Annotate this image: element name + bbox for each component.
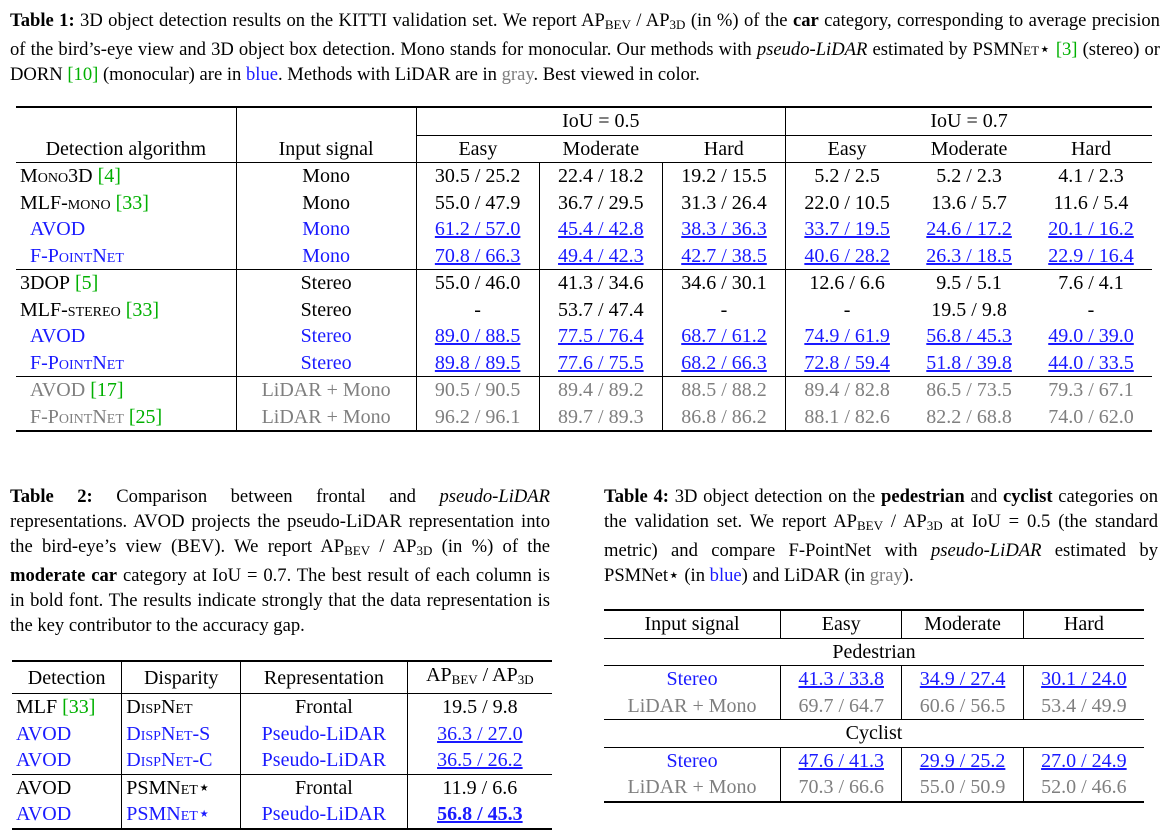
input-signal-cell: Mono xyxy=(236,243,416,270)
citation-link[interactable]: [33] xyxy=(115,191,149,214)
table1-header-cell: Easy xyxy=(786,135,909,163)
representation-cell: Frontal xyxy=(241,774,408,801)
method-name: AVOD xyxy=(30,218,86,241)
result-cell: 86.8 / 86.2 xyxy=(662,404,785,432)
section-title: Pedestrian xyxy=(604,638,1144,666)
input-signal-cell: Stereo xyxy=(604,747,781,774)
citation-link[interactable]: [4] xyxy=(97,165,121,188)
method-name: F-PointNet xyxy=(30,244,124,267)
detection-cell xyxy=(12,694,122,721)
result-cell: 49.4 / 42.3 xyxy=(539,243,662,270)
result-cell: 11.6 / 5.4 xyxy=(1053,191,1129,214)
result-cell: 86.5 / 73.5 xyxy=(908,377,1030,404)
result-cell: 34.6 / 30.1 xyxy=(662,270,785,297)
result-cell: - xyxy=(662,297,785,324)
result-cell: 41.3 / 34.6 xyxy=(539,270,662,297)
table4-header-cell: Input signal xyxy=(604,610,781,638)
table2-caption: Table 2: Comparison between frontal and pseudo-LiDAR representations. AVOD projects the pseudo-LiDAR representation into the bird-eye’s view (BEV). We report $AP_{BEV} / AP_{3D}$ (in %) of the moderate car category at IoU = 0.7. The best result of each column is in bold font. The results indicate strongly that the data representation is the key contributor to the accuracy gap. xyxy=(10,486,551,636)
table1-iou-header-row xyxy=(16,107,1152,135)
input-signal-cell: LiDAR + Mono xyxy=(604,693,781,720)
citation-link[interactable]: [5] xyxy=(75,272,99,295)
result-cell: 55.0 / 46.0 xyxy=(416,270,539,297)
table4 xyxy=(604,609,1144,803)
citation-link[interactable]: [33] xyxy=(62,696,96,719)
result-cell: - xyxy=(416,297,539,324)
table1-header-cell: Easy xyxy=(416,135,539,163)
method-name-cell xyxy=(16,377,236,404)
citation-link[interactable]: [33] xyxy=(125,298,160,321)
result-cell: 89.0 / 88.5 xyxy=(416,323,539,350)
result-cell: 53.7 / 47.4 xyxy=(539,297,662,324)
table1-row xyxy=(16,270,1152,297)
table1-row xyxy=(16,297,1152,324)
result-cell: 45.4 / 42.8 xyxy=(539,216,662,243)
method-name: F-PointNet xyxy=(30,405,124,428)
table4-header-row xyxy=(604,610,1144,638)
result-cell: 5.2 / 2.5 xyxy=(814,165,880,188)
detection-name: AVOD xyxy=(16,749,72,772)
method-name: AVOD xyxy=(30,325,86,348)
result-cell: 51.8 / 39.8 xyxy=(926,351,1012,374)
citation-link[interactable]: [17] xyxy=(90,379,124,402)
table1-row xyxy=(16,216,1152,243)
representation-cell: Pseudo-LiDAR xyxy=(241,801,408,829)
result-cell: 7.6 / 4.1 xyxy=(1030,270,1152,297)
metric-cell: 11.9 / 6.6 xyxy=(407,774,552,801)
input-signal-cell: Mono xyxy=(236,190,416,217)
detection-cell xyxy=(12,801,122,829)
method-name-cell xyxy=(16,163,236,190)
result-cell: 55.0 / 47.9 xyxy=(416,190,539,217)
input-signal-cell: Mono xyxy=(236,216,416,243)
result-cell: 24.6 / 17.2 xyxy=(926,218,1012,241)
result-cell: 26.3 / 18.5 xyxy=(926,244,1012,267)
table2 xyxy=(12,660,552,830)
result-cell: 68.2 / 66.3 xyxy=(662,350,785,377)
result-cell: 88.1 / 82.6 xyxy=(786,404,909,432)
method-name-cell xyxy=(16,216,236,243)
result-cell: 88.5 / 88.2 xyxy=(662,377,785,404)
input-signal-cell: LiDAR + Mono xyxy=(604,774,781,802)
table1 xyxy=(16,106,1152,432)
result-cell: 30.5 / 25.2 xyxy=(416,163,539,190)
header-metric: $AP_{BEV} / AP_{3D}$ xyxy=(407,661,552,694)
representation-cell: Pseudo-LiDAR xyxy=(241,747,408,774)
detection-name: AVOD xyxy=(16,722,72,745)
result-cell: 56.8 / 45.3 xyxy=(926,325,1012,348)
disparity-cell: PSMNet⋆ xyxy=(122,774,241,801)
table2-row xyxy=(12,801,552,829)
result-cell: 22.0 / 10.5 xyxy=(804,191,890,214)
header-detection: Detection xyxy=(12,661,122,694)
result-cell: 74.9 / 61.9 xyxy=(804,325,890,348)
result-cell: 72.8 / 59.4 xyxy=(804,351,890,374)
input-signal-cell: Stereo xyxy=(236,297,416,324)
table4-row xyxy=(604,666,1144,693)
result-cell: - xyxy=(843,298,851,321)
header-disparity: Disparity xyxy=(122,661,241,694)
table1-caption: Table 1: 3D object detection results on the KITTI validation set. We report $AP_{BEV} / AP_{3D}$ (in %) of the car category, corresponding to average precision of the bird’s-eye view and 3D object box detection. Mono stands for monocular. Our methods with pseudo-LiDAR estimated by PSMNet⋆ [3] (stereo) or DORN [10] (monocular) are in blue. Methods with LiDAR are in gray. Best viewed in color. xyxy=(10,10,1160,85)
result-cell: 20.1 / 16.2 xyxy=(1048,218,1134,241)
result-cell: 13.6 / 5.7 xyxy=(931,191,1007,214)
method-name: Mono3D xyxy=(20,165,93,188)
representation-cell: Pseudo-LiDAR xyxy=(241,721,408,748)
result-cell: 55.0 / 50.9 xyxy=(902,774,1023,802)
method-name-cell xyxy=(16,350,236,377)
table4-row xyxy=(604,774,1144,802)
iou-05-header: IoU = 0.5 xyxy=(416,107,786,135)
result-cell: 69.7 / 64.7 xyxy=(781,693,902,720)
iou-07-header: IoU = 0.7 xyxy=(786,107,1152,135)
table1-row xyxy=(16,350,1152,377)
table1-header-cell: Moderate xyxy=(539,135,662,163)
input-signal-cell: Stereo xyxy=(236,270,416,297)
result-cell: 70.3 / 66.6 xyxy=(781,774,902,802)
table1-header-cell: Input signal xyxy=(236,135,416,163)
header-representation: Representation xyxy=(241,661,408,694)
detection-name: AVOD xyxy=(16,803,72,826)
method-name-cell xyxy=(16,270,236,297)
input-signal-cell: Stereo xyxy=(236,350,416,377)
result-cell: 40.6 / 28.2 xyxy=(804,244,890,267)
result-cell: 27.0 / 24.9 xyxy=(1041,749,1127,772)
method-name: MLF-mono xyxy=(20,191,111,214)
result-cell: - xyxy=(1087,298,1095,321)
detection-name: MLF xyxy=(16,696,58,719)
table1-row xyxy=(16,190,1152,217)
result-cell: 22.9 / 16.4 xyxy=(1048,244,1134,267)
table2-row xyxy=(12,747,552,774)
method-name-cell xyxy=(16,323,236,350)
representation-cell: Frontal xyxy=(241,694,408,721)
result-cell: 42.7 / 38.5 xyxy=(662,243,785,270)
table1-header-cell: Moderate xyxy=(908,135,1030,163)
result-cell: 30.1 / 24.0 xyxy=(1041,668,1127,691)
method-name: F-PointNet xyxy=(30,351,124,374)
result-cell: 19.5 / 9.8 xyxy=(931,298,1007,321)
result-cell: 52.0 / 46.6 xyxy=(1023,774,1144,802)
result-cell: 82.2 / 68.8 xyxy=(908,404,1030,432)
result-cell: 90.5 / 90.5 xyxy=(416,377,539,404)
table1-row xyxy=(16,243,1152,270)
table4-row xyxy=(604,693,1144,720)
method-name-cell xyxy=(16,190,236,217)
method-name-cell xyxy=(16,243,236,270)
result-cell: 34.9 / 27.4 xyxy=(902,666,1023,693)
detection-cell xyxy=(12,721,122,748)
table2-row xyxy=(12,694,552,721)
detection-name: AVOD xyxy=(16,776,72,799)
result-cell: 89.4 / 89.2 xyxy=(539,377,662,404)
input-signal-cell: LiDAR + Mono xyxy=(236,377,416,404)
table1-header-cell: Hard xyxy=(662,135,785,163)
citation-link[interactable]: [3] xyxy=(1055,39,1078,60)
result-cell: 74.0 / 62.0 xyxy=(1030,404,1152,432)
result-cell: 12.6 / 6.6 xyxy=(786,270,909,297)
table4-row xyxy=(604,747,1144,774)
table1-header-cell: Hard xyxy=(1030,135,1152,163)
disparity-cell: DispNet-S xyxy=(122,721,241,748)
metric-cell: 56.8 / 45.3 xyxy=(407,801,552,829)
disparity-cell: DispNet xyxy=(122,694,241,721)
table1-row xyxy=(16,323,1152,350)
result-cell: 70.8 / 66.3 xyxy=(416,243,539,270)
result-cell: 38.3 / 36.3 xyxy=(662,216,785,243)
result-cell: 61.2 / 57.0 xyxy=(416,216,539,243)
result-cell: 77.5 / 76.4 xyxy=(539,323,662,350)
method-name-cell xyxy=(16,404,236,432)
section-title-row xyxy=(604,720,1144,748)
result-cell: 4.1 / 2.3 xyxy=(1058,165,1124,188)
result-cell: 31.3 / 26.4 xyxy=(662,190,785,217)
result-cell: 44.0 / 33.5 xyxy=(1048,351,1134,374)
result-cell: 77.6 / 75.5 xyxy=(539,350,662,377)
table1-row xyxy=(16,163,1152,190)
method-name: AVOD xyxy=(30,379,86,402)
metric-cell: 36.5 / 26.2 xyxy=(437,749,523,772)
result-cell: 89.8 / 89.5 xyxy=(416,350,539,377)
result-cell: 49.0 / 39.0 xyxy=(1048,325,1134,348)
detection-cell xyxy=(12,747,122,774)
result-cell: 22.4 / 18.2 xyxy=(539,163,662,190)
section-title: Cyclist xyxy=(604,720,1144,748)
section-title-row xyxy=(604,638,1144,666)
result-cell: 96.2 / 96.1 xyxy=(416,404,539,432)
input-signal-cell: LiDAR + Mono xyxy=(236,404,416,432)
method-name-cell xyxy=(16,297,236,324)
result-cell: 53.4 / 49.9 xyxy=(1041,694,1127,717)
result-cell: 47.6 / 41.3 xyxy=(781,747,902,774)
result-cell: 19.2 / 15.5 xyxy=(662,163,785,190)
result-cell: 5.2 / 2.3 xyxy=(936,165,1002,188)
disparity-cell: PSMNet⋆ xyxy=(122,801,241,829)
table2-row xyxy=(12,774,552,801)
metric-cell: 19.5 / 9.8 xyxy=(442,696,518,719)
result-cell: 41.3 / 33.8 xyxy=(781,666,902,693)
table4-header-cell: Hard xyxy=(1023,610,1144,638)
result-cell: 68.7 / 61.2 xyxy=(662,323,785,350)
result-cell: 89.7 / 89.3 xyxy=(539,404,662,432)
input-signal-cell: Stereo xyxy=(236,323,416,350)
detection-cell xyxy=(12,774,122,801)
metric-cell: 36.3 / 27.0 xyxy=(437,722,523,745)
result-cell: 33.7 / 19.5 xyxy=(804,218,890,241)
result-cell: 36.7 / 29.5 xyxy=(539,190,662,217)
result-cell: 79.3 / 67.1 xyxy=(1030,377,1152,404)
result-cell: 60.6 / 56.5 xyxy=(902,693,1023,720)
table1-row xyxy=(16,377,1152,404)
table4-header-cell: Easy xyxy=(781,610,902,638)
result-cell: 89.4 / 82.8 xyxy=(786,377,909,404)
table4-caption: Table 4: 3D object detection on the pedestrian and cyclist categories on the validation set. We report $AP_{BEV} / AP_{3D}$ at IoU = 0.5 (the standard metric) and compare F-PointNet with pseudo-LiDAR estimated by PSMNet⋆ (in blue) and LiDAR (in gray). xyxy=(604,486,1158,586)
table1-header-cell: Detection algorithm xyxy=(16,135,236,163)
disparity-cell: DispNet-C xyxy=(122,747,241,774)
table1-header-row xyxy=(16,135,1152,163)
citation-link[interactable]: [25] xyxy=(128,405,163,428)
table4-header-cell: Moderate xyxy=(902,610,1023,638)
input-signal-cell: Stereo xyxy=(604,666,781,693)
citation-link[interactable]: [10] xyxy=(67,64,99,85)
table2-header-row xyxy=(12,661,552,694)
result-cell: 9.5 / 5.1 xyxy=(908,270,1030,297)
table1-row xyxy=(16,404,1152,432)
method-name: MLF-stereo xyxy=(20,298,121,321)
input-signal-cell: Mono xyxy=(236,163,416,190)
method-name: 3DOP xyxy=(20,272,71,295)
table2-row xyxy=(12,721,552,748)
result-cell: 29.9 / 25.2 xyxy=(902,747,1023,774)
